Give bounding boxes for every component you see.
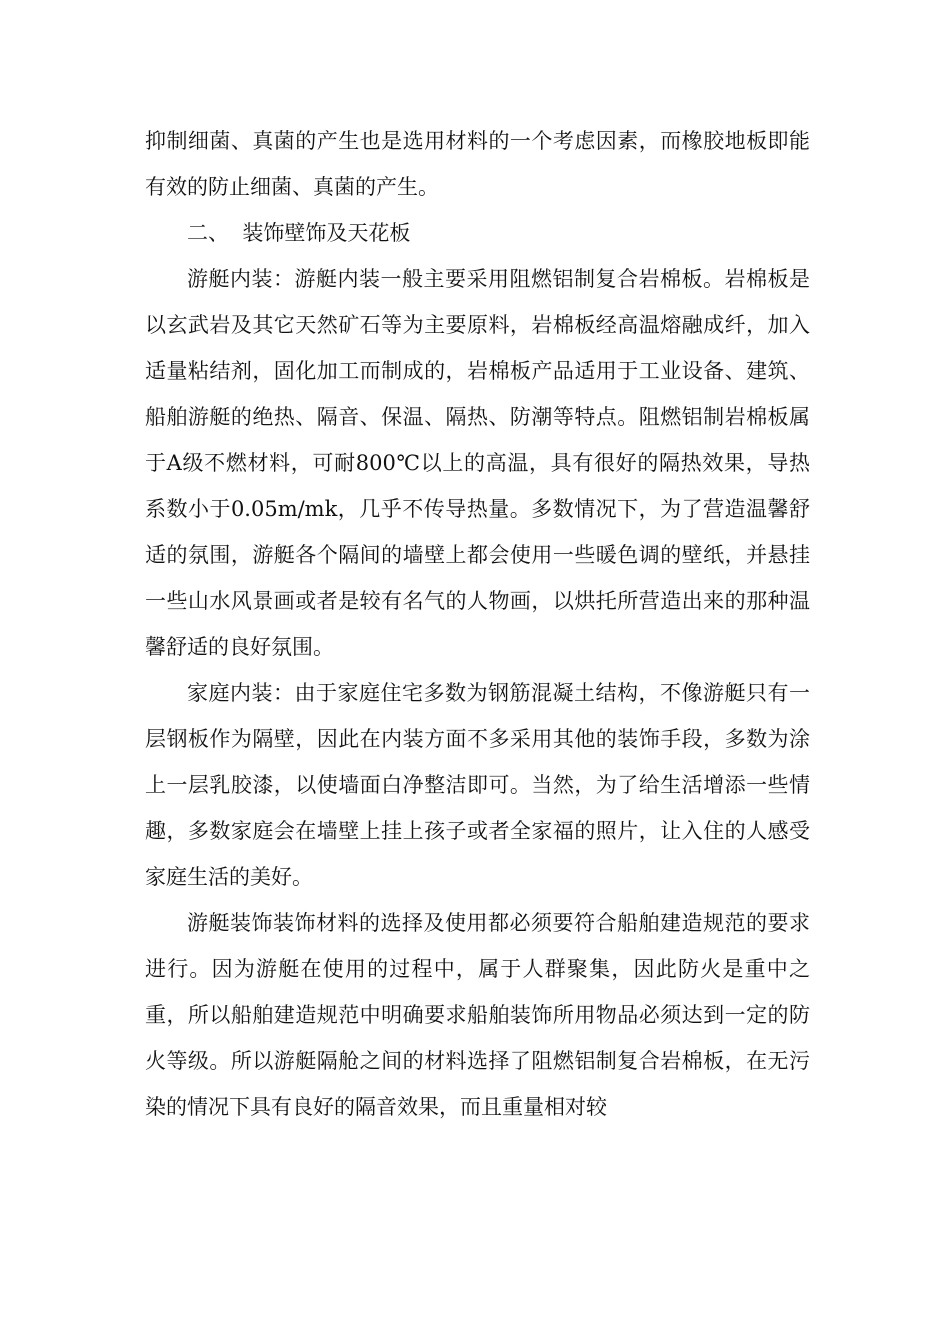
paragraph-yacht-materials: 游艇装饰装饰材料的选择及使用都必须要符合船舶建造规范的要求进行。因为游艇在使用的过程中，属于人群聚集，因此防火是重中之重，所以船舶建造规范中明确要求船舶装饰所用物品必须达到一定的防火等级。所以游艇隔舱之间的材料选择了阻燃铝制复合岩棉板，在无污染的情况下具有良好的隔音效果，而且重量相对较 <box>145 911 810 1119</box>
paragraph-continuation: 抑制细菌、真菌的产生也是选用材料的一个考虑因素，而橡胶地板即能有效的防止细菌、真菌的产生。 <box>145 129 810 199</box>
paragraph-yacht-interior: 游艇内装：游艇内装一般主要采用阻燃铝制复合岩棉板。岩棉板是以玄武岩及其它天然矿石等为主要原料，岩棉板经高温熔融成纤，加入适量粘结剂，固化加工而制成的，岩棉板产品适用于工业设备、建筑、船舶游艇的绝热、隔音、保温、隔热、防潮等特点。阻燃铝制岩棉板属于A级不燃材料，可耐800℃以上的高温，具有很好的隔热效果，导热系数小于0.05m/mk，几乎不传导热量。多数情况下，为了营造温馨舒适的氛围，游艇各个隔间的墙壁上都会使用一些暖色调的壁纸，并悬挂一些山水风景画或者是较有名气的人物画，以烘托所营造出来的那种温馨舒适的良好氛围。 <box>145 267 810 659</box>
document-body <box>145 118 810 1130</box>
section-heading: 二、 装饰壁饰及天花板 <box>187 221 411 245</box>
paragraph-home-interior: 家庭内装：由于家庭住宅多数为钢筋混凝土结构，不像游艇只有一层钢板作为隔壁，因此在内装方面不多采用其他的装饰手段，多数为涂上一层乳胶漆，以使墙面白净整洁即可。当然，为了给生活增添一些情趣，多数家庭会在墙壁上挂上孩子或者全家福的照片，让入住的人感受家庭生活的美好。 <box>145 681 810 889</box>
